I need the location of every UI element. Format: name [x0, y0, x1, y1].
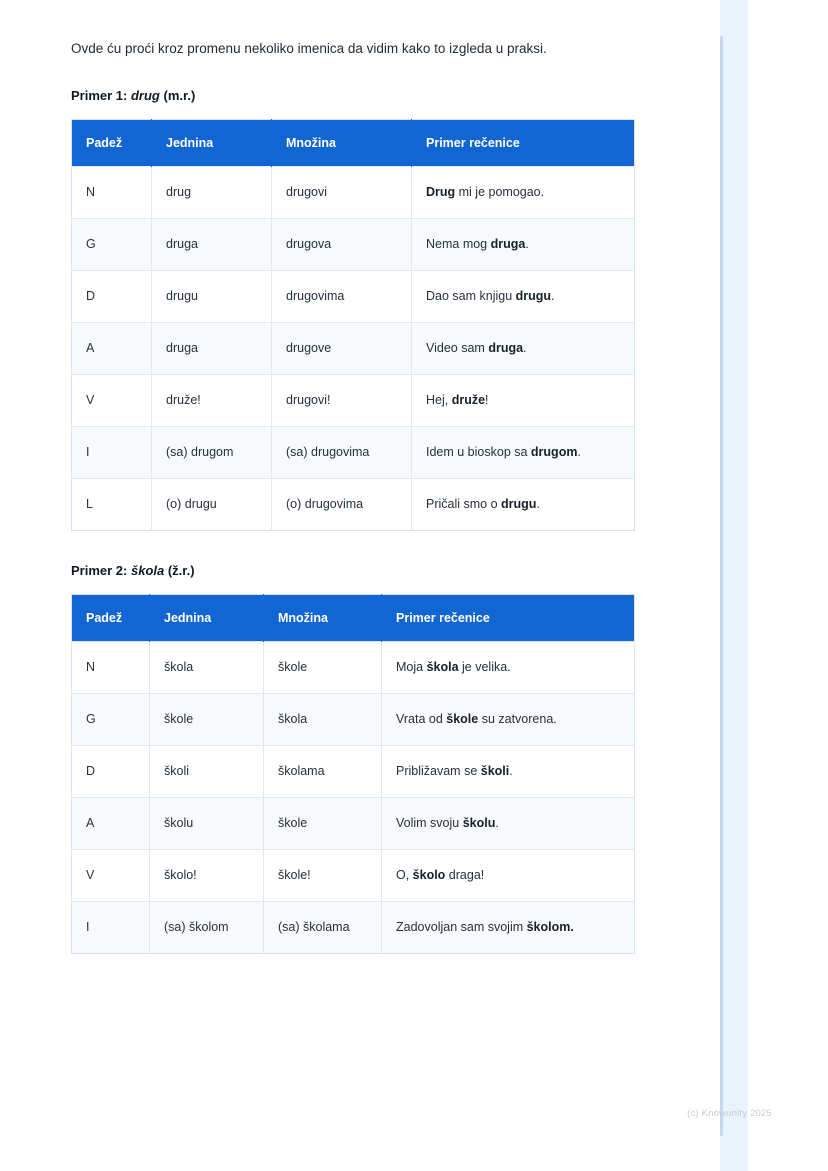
- cell-case: A: [72, 323, 152, 375]
- cell-case: I: [72, 902, 150, 954]
- section-title-2-suffix: (ž.r.): [164, 563, 195, 578]
- column-header-singular: Jednina: [152, 120, 272, 167]
- cell-plural: (sa) drugovima: [272, 427, 412, 479]
- cell-plural: škola: [264, 694, 382, 746]
- cell-example: Video sam druga.: [412, 323, 635, 375]
- section-title-2-prefix: Primer 2:: [71, 563, 131, 578]
- cell-plural: drugova: [272, 219, 412, 271]
- cell-case: L: [72, 479, 152, 531]
- intro-paragraph: Ovde ću proći kroz promenu nekoliko imenica da vidim kako to izgleda u praksi.: [71, 41, 547, 56]
- table-row: [72, 427, 635, 479]
- cell-case: G: [72, 694, 150, 746]
- cell-example: Nema mog druga.: [412, 219, 635, 271]
- table-row: [72, 746, 635, 798]
- section-title-2-word: škola: [130, 563, 165, 578]
- cell-case: V: [72, 850, 150, 902]
- cell-plural: drugovi: [272, 167, 412, 219]
- cell-plural: školama: [264, 746, 382, 798]
- cell-singular: druga: [152, 323, 272, 375]
- cell-example: Drug mi je pomogao.: [412, 167, 635, 219]
- cell-plural: škole!: [264, 850, 382, 902]
- column-header-case: Padež: [72, 595, 150, 642]
- column-header-example: Primer rečenice: [382, 595, 635, 642]
- section-title-1-prefix: Primer 1:: [71, 88, 131, 103]
- cell-plural: škole: [264, 798, 382, 850]
- table-row: [72, 323, 635, 375]
- cell-plural: (sa) školama: [264, 902, 382, 954]
- cell-plural: drugove: [272, 323, 412, 375]
- cell-example: Dao sam knjigu drugu.: [412, 271, 635, 323]
- cell-plural: drugovi!: [272, 375, 412, 427]
- section-title-2: [71, 563, 635, 578]
- cell-singular: drugu: [152, 271, 272, 323]
- cell-example: Pričali smo o drugu.: [412, 479, 635, 531]
- cell-case: V: [72, 375, 152, 427]
- cell-singular: škola: [150, 642, 264, 694]
- table-header-row: [72, 595, 635, 642]
- cell-example: Približavam se školi.: [382, 746, 635, 798]
- table-row: [72, 167, 635, 219]
- table-header-row: [72, 120, 635, 167]
- cell-singular: školi: [150, 746, 264, 798]
- table-row: [72, 219, 635, 271]
- cell-singular: (o) drugu: [152, 479, 272, 531]
- cell-example: Hej, druže!: [412, 375, 635, 427]
- cell-example: O, školo draga!: [382, 850, 635, 902]
- table-row: [72, 850, 635, 902]
- table-row: [72, 798, 635, 850]
- scrollbar-track[interactable]: [720, 0, 748, 1171]
- section-title-1-word: drug: [130, 88, 160, 103]
- cell-example: Vrata od škole su zatvorena.: [382, 694, 635, 746]
- cell-singular: druga: [152, 219, 272, 271]
- cell-case: N: [72, 642, 150, 694]
- cell-plural: škole: [264, 642, 382, 694]
- table-row: [72, 479, 635, 531]
- cell-example: Idem u bioskop sa drugom.: [412, 427, 635, 479]
- cell-example: Moja škola je velika.: [382, 642, 635, 694]
- declension-table-skola: [71, 594, 635, 954]
- cell-singular: školo!: [150, 850, 264, 902]
- cell-plural: (o) drugovima: [272, 479, 412, 531]
- cell-plural: drugovima: [272, 271, 412, 323]
- watermark: (c) Knowunity 2025: [687, 1108, 772, 1119]
- cell-case: D: [72, 746, 150, 798]
- section-title-1-suffix: (m.r.): [159, 88, 196, 103]
- column-header-plural: Množina: [264, 595, 382, 642]
- cell-case: G: [72, 219, 152, 271]
- document-content: [71, 36, 635, 986]
- section-title-1: [71, 88, 635, 103]
- cell-case: I: [72, 427, 152, 479]
- table-row: [72, 375, 635, 427]
- table-row: [72, 642, 635, 694]
- table-row: [72, 694, 635, 746]
- cell-example: Zadovoljan sam svojim školom.: [382, 902, 635, 954]
- cell-case: N: [72, 167, 152, 219]
- cell-singular: školu: [150, 798, 264, 850]
- cell-singular: drug: [152, 167, 272, 219]
- table-row: [72, 271, 635, 323]
- column-header-singular: Jednina: [150, 595, 264, 642]
- cell-case: D: [72, 271, 152, 323]
- table-row: [72, 902, 635, 954]
- scrollbar-thumb[interactable]: [720, 36, 723, 1136]
- column-header-case: Padež: [72, 120, 152, 167]
- cell-singular: (sa) drugom: [152, 427, 272, 479]
- cell-singular: škole: [150, 694, 264, 746]
- cell-singular: (sa) školom: [150, 902, 264, 954]
- declension-table-drug: [71, 119, 635, 531]
- cell-case: A: [72, 798, 150, 850]
- column-header-example: Primer rečenice: [412, 120, 635, 167]
- cell-singular: druže!: [152, 375, 272, 427]
- column-header-plural: Množina: [272, 120, 412, 167]
- cell-example: Volim svoju školu.: [382, 798, 635, 850]
